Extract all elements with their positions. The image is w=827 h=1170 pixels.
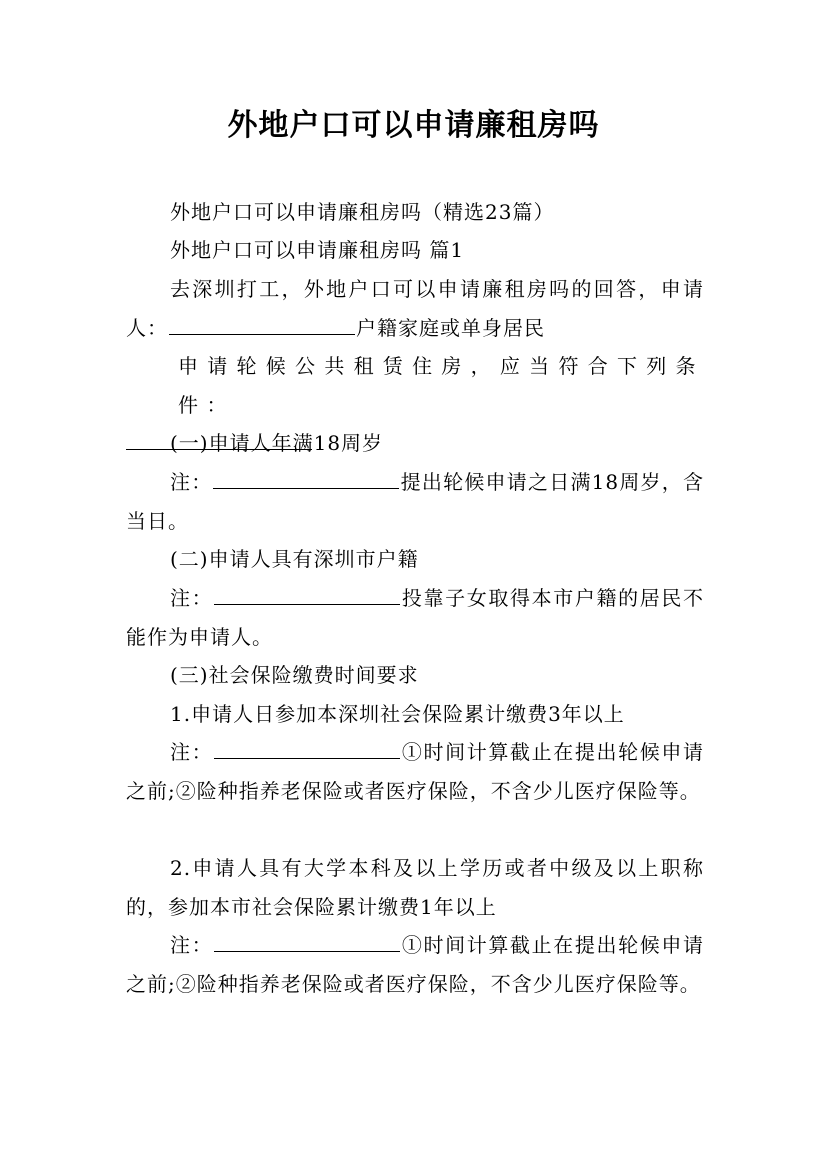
paragraph-text: 注：	[170, 470, 213, 494]
paragraph-item-2	[126, 849, 704, 926]
fill-in-blank	[213, 466, 399, 489]
paragraph-note-2	[126, 579, 704, 656]
paragraph-text: 去深圳打工，外地户口可以申请廉租房吗的回答，申请人：	[126, 277, 704, 340]
fill-in-blank	[214, 582, 400, 605]
fill-in-blank	[214, 736, 400, 759]
paragraph-note-1	[126, 463, 704, 540]
paragraph-item-1	[126, 695, 704, 734]
paragraph-text: 1.申请人日参加本深圳社会保险累计缴费3年以上	[170, 702, 625, 726]
paragraph-text: 外地户口可以申请廉租房吗 篇1	[170, 238, 465, 262]
paragraph-note-4	[126, 926, 704, 1003]
paragraph-subtitle	[126, 193, 704, 232]
paragraph-text: (一)申请人年满18周岁	[170, 431, 384, 455]
paragraph-section-heading	[126, 231, 704, 270]
paragraph-text: 注：	[170, 933, 214, 957]
paragraph-text: ①时间计算截止在提出轮候申请之前;②险种指养老保险或者医疗保险，不含少儿医疗保险等。	[126, 933, 704, 996]
paragraph-text: 2.申请人具有大学本科及以上学历或者中级及以上职称的，参加本市社会保险累计缴费1年以上	[126, 856, 704, 919]
paragraph-text: 外地户口可以申请廉租房吗（精选23篇）	[170, 200, 555, 224]
paragraph-text: 注：	[170, 740, 214, 764]
fill-in-blank	[169, 312, 355, 335]
paragraph-intro	[126, 270, 704, 347]
document-title: 外地户口可以申请廉租房吗	[227, 108, 600, 143]
paragraph-text: 户籍家庭或单身居民	[356, 315, 545, 340]
paragraph-text: 注：	[170, 586, 214, 610]
paragraph-condition-3	[126, 656, 704, 695]
paragraph-text: ①时间计算截止在提出轮候申请之前;②险种指养老保险或者医疗保险，不含少儿医疗保险等。	[126, 740, 704, 803]
fill-in-blank	[214, 929, 400, 952]
paragraph-text: 提出轮候申请之日满18周岁，含当日。	[126, 470, 705, 533]
paragraph-condition-2	[126, 540, 704, 579]
paragraph-note-3	[126, 733, 704, 810]
paragraph-condition-1	[126, 424, 704, 463]
paragraph-text: 申请轮候公共租赁住房，应当符合下列条件：	[178, 354, 704, 417]
paragraph-text: 投靠子女取得本市户籍的居民不能作为申请人。	[126, 586, 704, 649]
paragraph-text: (二)申请人具有深圳市户籍	[170, 547, 419, 571]
paragraph-text: (三)社会保险缴费时间要求	[170, 663, 419, 687]
